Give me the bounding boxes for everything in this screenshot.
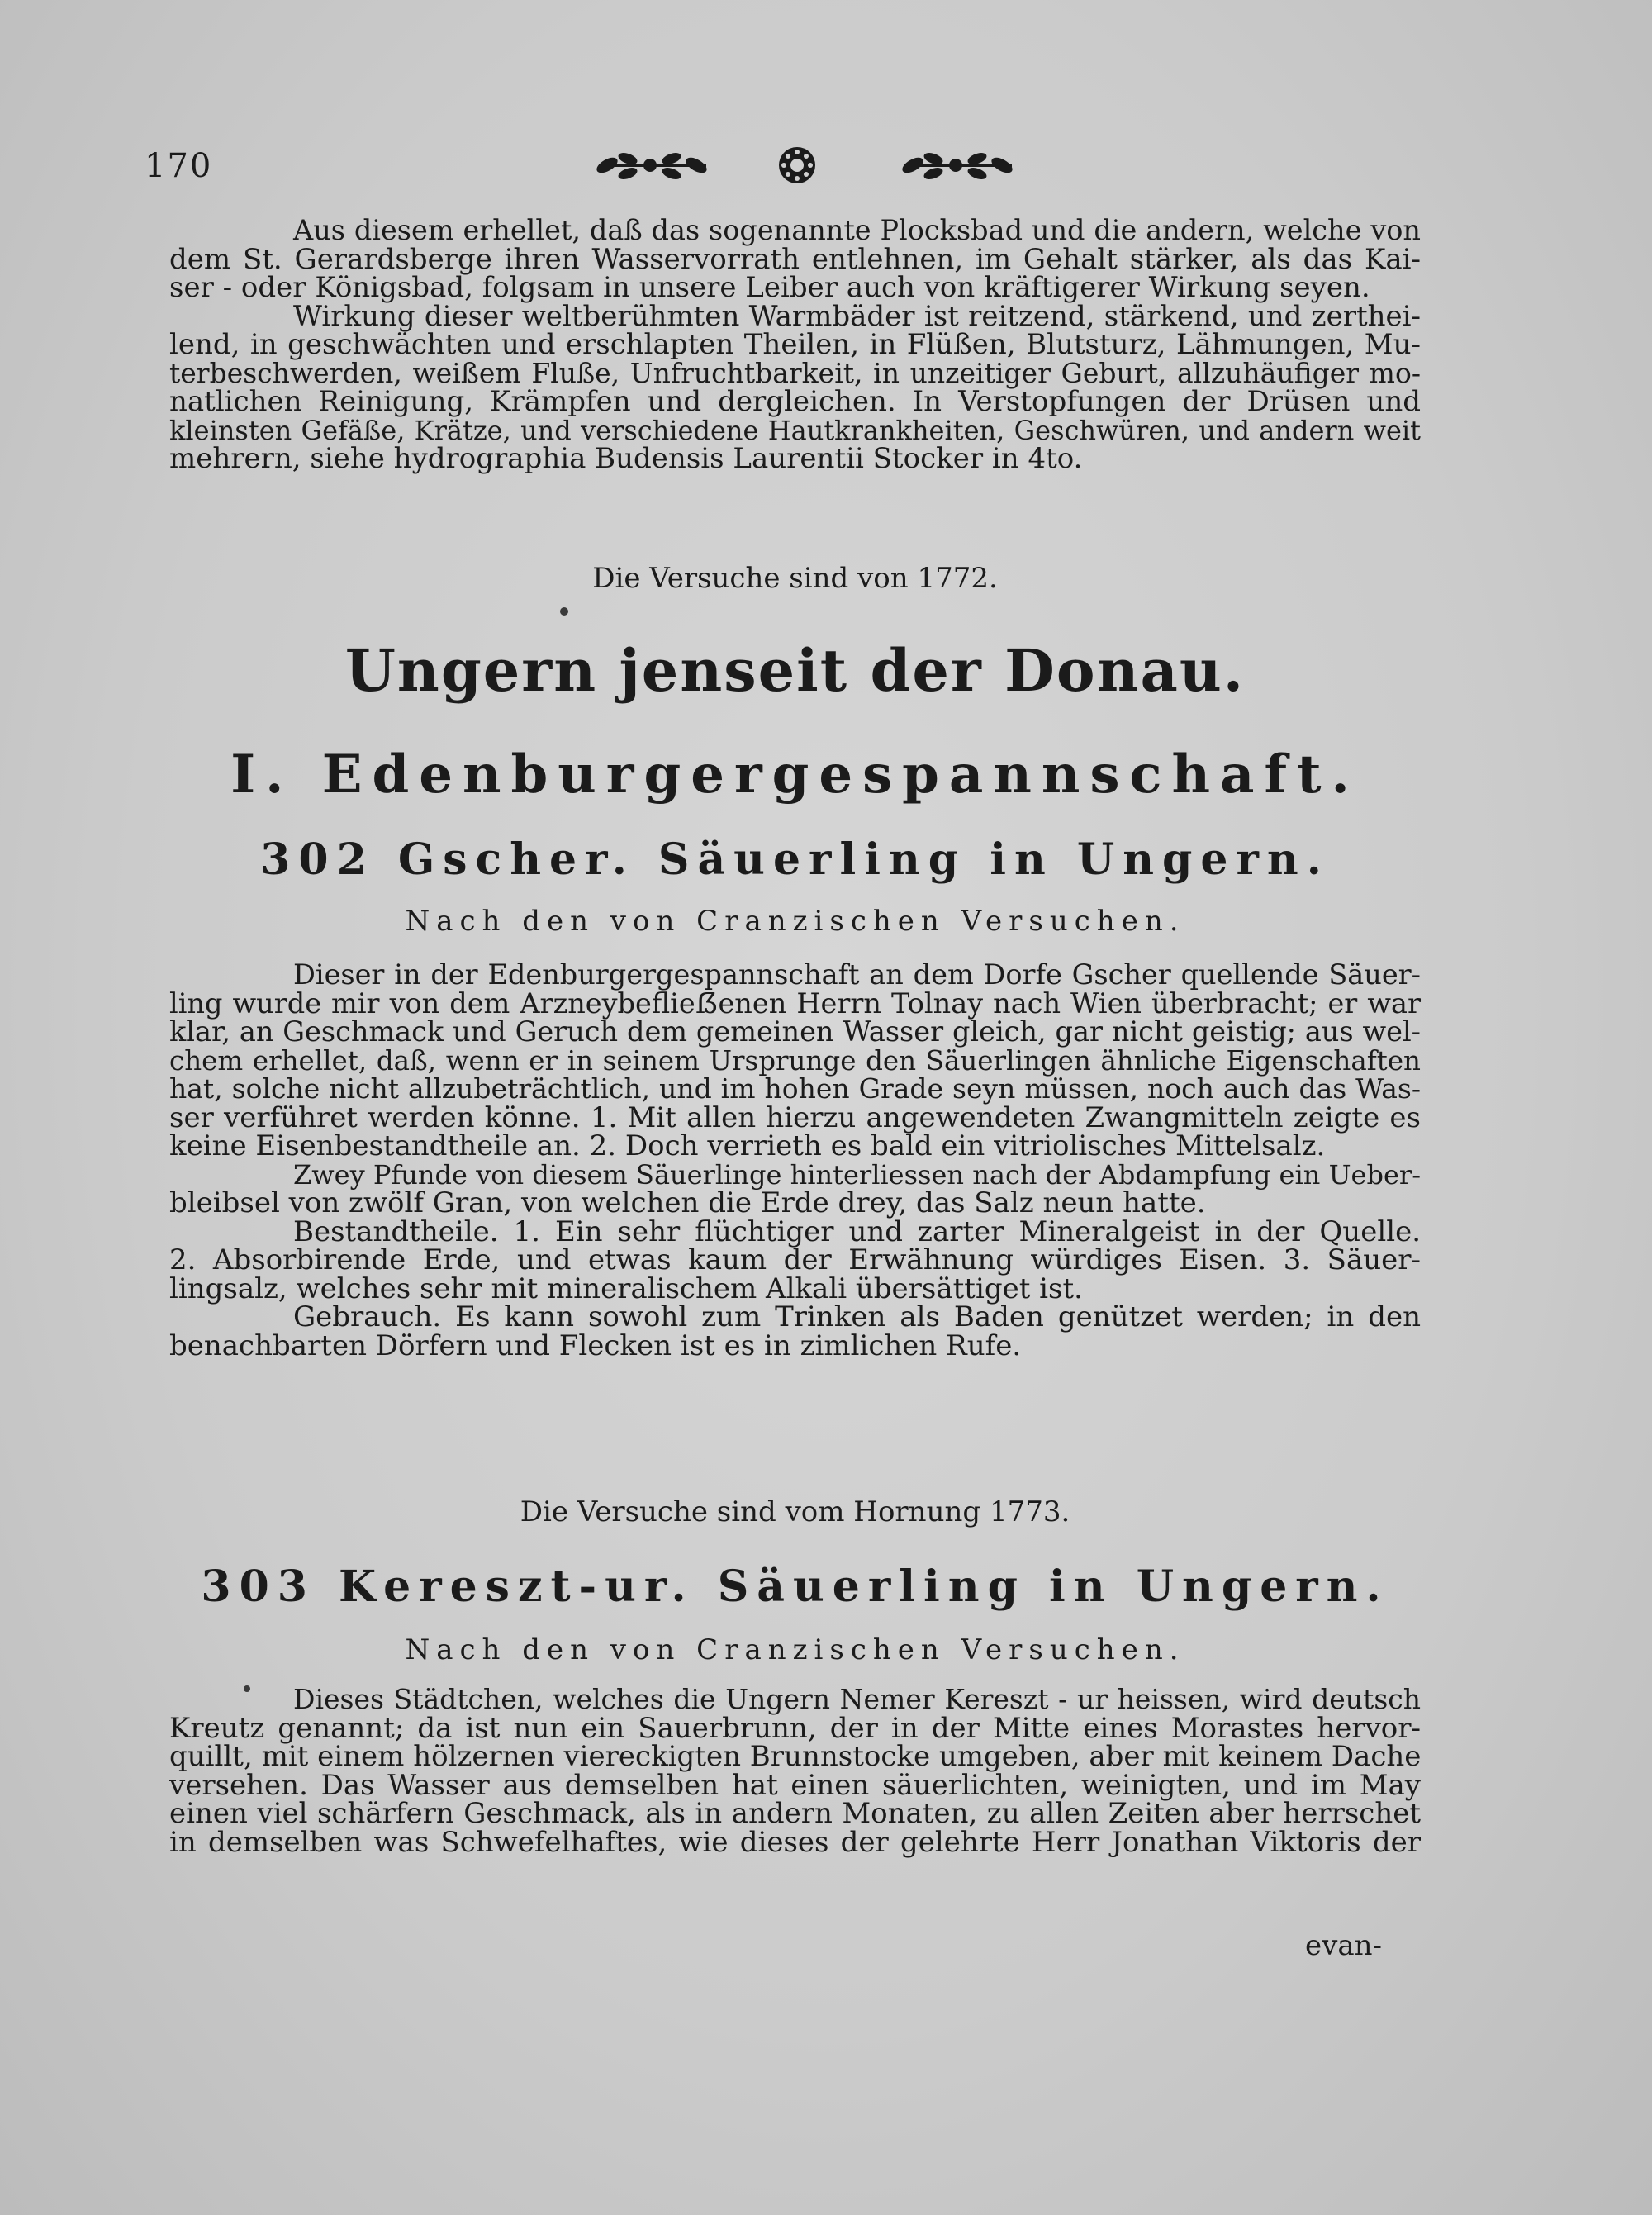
- text-line: Gebrauch. Es kann sowohl zum Trinken als Baden genützet werden; in den: [293, 1300, 1421, 1333]
- text-line: bleibsel von zwölf Gran, von welchen die Erde drey, das Salz neun hatte.: [169, 1186, 1206, 1219]
- text-line: in demselben was Schwefelhaftes, wie dieses der gelehrte Herr Jonathan Viktoris der: [169, 1825, 1421, 1859]
- region-heading: Ungern jenseit der Donau.: [344, 636, 1246, 705]
- text-line: ser verführet werden könne. 1. Mit allen hierzu angewendeten Zwangmitteln zeigte es: [169, 1100, 1421, 1134]
- text-line: keine Eisenbestandtheile an. 2. Doch verrieth es bald ein vitriolisches Mittelsalz.: [169, 1129, 1326, 1162]
- text-line: Bestandtheile. 1. Ein sehr flüchtiger und zarter Mineralgeist in der Quelle.: [293, 1214, 1421, 1248]
- text-line: lend, in geschwächten und erschlapten Theilen, in Flüßen, Blutsturz, Lähmungen, Mu-: [169, 328, 1421, 361]
- section-continuation: [169, 216, 1421, 473]
- text-line: einen viel schärfern Geschmack, als in andern Monaten, zu allen Zeiten aber herrschet: [169, 1797, 1421, 1830]
- entry-body-303: [169, 1683, 1422, 1859]
- text-line: hat, solche nicht allzubeträchtlich, und im hohen Grade seyn müssen, noch auch das Was-: [169, 1072, 1421, 1105]
- text-line: 2. Absorbirende Erde, und etwas kaum der Erwähnung würdiges Eisen. 3. Säuer-: [169, 1243, 1421, 1276]
- text-line: kleinsten Gefäße, Krätze, und verschiedene Hautkrankheiten, Geschwüren, und andern weit: [169, 414, 1421, 446]
- trial-date-302: Die Versuche sind vom Hornung 1773.: [520, 1495, 1070, 1528]
- trial-date: Die Versuche sind von 1772.: [592, 562, 998, 595]
- leaf-flourish-left-icon: [591, 140, 723, 190]
- rosette-icon: [772, 140, 822, 190]
- catchword: evan-: [1305, 1929, 1382, 1962]
- text-line: ser - oder Königsbad, folgsam in unsere Leiber auch von kräftigerer Wirkung seyen.: [169, 271, 1370, 304]
- text-line: chem erhellet, daß, wenn er in seinem Ursprunge den Säuerlingen ähnliche Eigenschaften: [169, 1044, 1421, 1077]
- text-line: benachbarten Dörfern und Flecken ist es in zimlichen Rufe.: [169, 1329, 1022, 1362]
- text-line: klar, an Geschmack und Geruch dem gemeinen Wasser gleich, gar nicht geistig; aus wel-: [169, 1015, 1421, 1048]
- text-line: ling wurde mir von dem Arzneybeflieẞenen Herrn Tolnay nach Wien überbracht; er war: [169, 986, 1421, 1020]
- text-line: natlichen Reinigung, Krämpfen und dergleichen. In Verstopfungen der Drüsen und: [169, 385, 1421, 418]
- text-line: Kreutz genannt; da ist nun ein Sauerbrunn, der in der Mitte eines Morastes hervor-: [169, 1711, 1421, 1745]
- text-line: lingsalz, welches sehr mit mineralischem Alkali übersättiget ist.: [169, 1271, 1083, 1305]
- entry-body-302: [169, 958, 1421, 1362]
- page-number: 170: [145, 147, 213, 185]
- text-line: mehrern, siehe hydrographia Budensis Laurentii Stocker in 4to.: [169, 442, 1083, 475]
- county-heading: I. Edenburgergespannschaft.: [230, 744, 1360, 806]
- page-header: [145, 140, 1450, 198]
- text-line: Dieses Städtchen, welches die Ungern Nemer Kereszt - ur heissen, wird deutsch: [293, 1683, 1421, 1715]
- text-line: Wirkung dieser weltberühmten Warmbäder ist reitzend, stärkend, und zerthei-: [293, 299, 1421, 333]
- entry-subheading-302: Nach den von Cranzischen Versuchen.: [405, 905, 1185, 938]
- text-line: dem St. Gerardsberge ihren Wasservorrath entlehnen, im Gehalt stärker, als das Kai-: [169, 242, 1421, 276]
- text-line: versehen. Das Wasser aus demselben hat einen säuerlichten, weinigten, und im May: [169, 1768, 1421, 1802]
- text-line: quillt, mit einem hölzernen viereckigten Brunnstocke umgeben, aber mit keinem Dache: [169, 1740, 1422, 1773]
- entry-heading-302: 302 Gscher. Säuerling in Ungern.: [260, 834, 1330, 885]
- leaf-flourish-right-icon: [896, 140, 1028, 190]
- ink-spot: [560, 607, 568, 616]
- entry-heading-303: 303 Kereszt-ur. Säuerling in Ungern.: [201, 1561, 1389, 1612]
- text-line: Dieser in der Edenburgergespannschaft an dem Dorfe Gscher quellende Säuer-: [293, 958, 1421, 991]
- text-line: Aus diesem erhellet, daß das sogenannte Plocksbad und die andern, welche von: [293, 214, 1421, 246]
- text-line: terbeschwerden, weißem Fluße, Unfruchtbarkeit, in unzeitiger Geburt, allzuhäufiger mo-: [169, 356, 1421, 389]
- entry-subheading-303: Nach den von Cranzischen Versuchen.: [405, 1633, 1185, 1666]
- text-line: Zwey Pfunde von diesem Säuerlinge hinterliessen nach der Abdampfung ein Ueber-: [293, 1158, 1421, 1191]
